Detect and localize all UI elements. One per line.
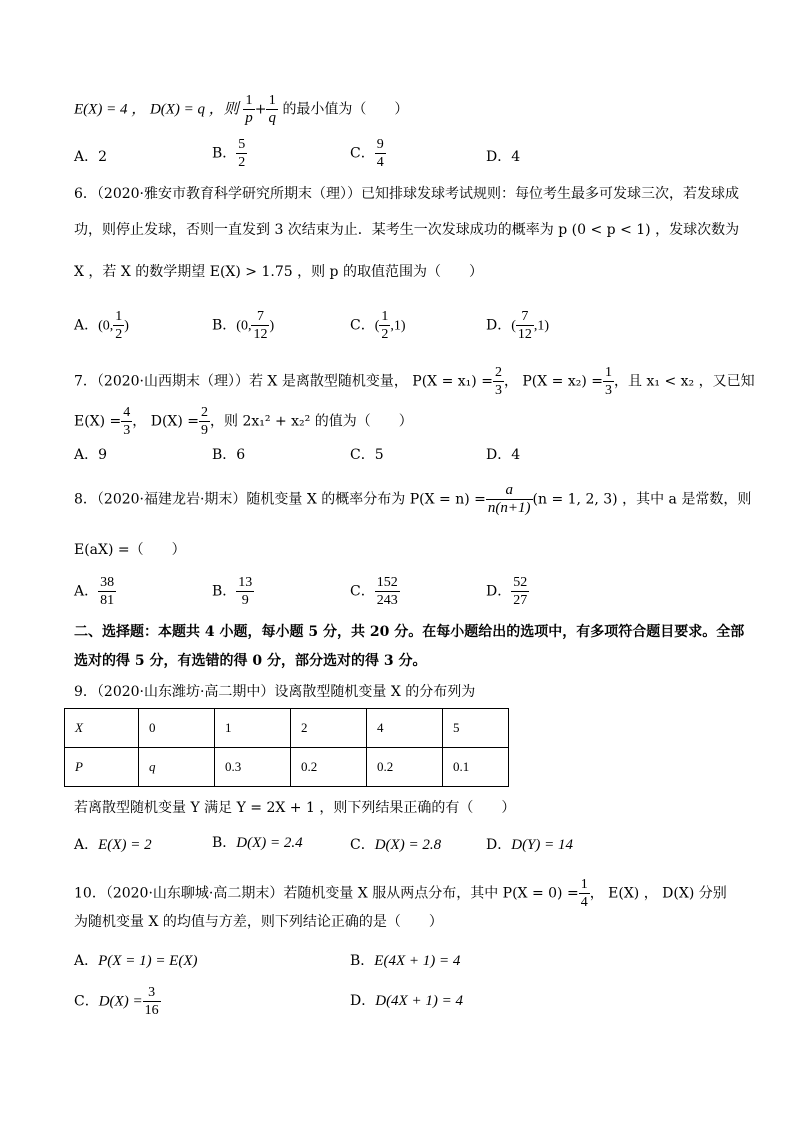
q7-option-d[interactable]: D．4 [486, 447, 521, 463]
q10-option-a[interactable]: A．P(X = 1) = E(X) [74, 953, 198, 969]
q5-option-b[interactable]: B． $\frac{5}{2}$ [212, 137, 246, 170]
q6-line-1: 6．（2020·雅安市教育科学研究所期末（理））已知排球发球考试规则：每位考生最多可发球三次，若发球成 [74, 186, 739, 202]
q10-line-2: 为随机变量 X 的均值与方差，则下列结论正确的是（ ） [74, 914, 443, 930]
q8-line-2: E(aX) =（ ） [74, 542, 186, 558]
q6-line-3: X ，若 X 的数学期望 E(X) > 1.75 ，则 p 的取值范围为（ ） [74, 264, 483, 280]
q6-option-d[interactable]: D．( $\frac{7}{12}$ ,1) [486, 309, 550, 342]
q8-line-1: 8．（2020·福建龙岩·期末）随机变量 X 的概率分布为 P(X = n) = $\frac{a}{n(n+1)}$ (n = 1, 2, 3) ，其中 a 是常数，则 [74, 482, 752, 516]
q5-stem: E(X) = 4 ， D(X) = q ，则 $\frac{1}{p}$ + $\frac{1}{q}$ 的最小值为（ ） [74, 93, 409, 126]
q10-option-d[interactable]: D．D(4X + 1) = 4 [350, 993, 463, 1009]
table-row: P q 0.3 0.2 0.2 0.1 [65, 748, 509, 787]
q5-option-c[interactable]: C． $\frac{9}{4}$ [350, 137, 384, 170]
q8-option-b[interactable]: B． $\frac{13}{9}$ [212, 575, 253, 608]
q5-option-d[interactable]: D．4 [486, 149, 521, 165]
q6-option-a[interactable]: A．(0, $\frac{1}{2}$ ) [74, 309, 129, 342]
q10-option-c[interactable]: C．D(X) = $\frac{3}{16}$ [74, 985, 159, 1018]
table-row: X 0 1 2 4 5 [65, 709, 509, 748]
q9-option-a[interactable]: A．E(X) = 2 [74, 837, 152, 853]
q5-option-a[interactable]: A．2 [74, 149, 108, 165]
section-2-heading-cont: 选对的得 5 分，有选错的得 0 分，部分选对的得 3 分。 [74, 653, 427, 669]
q5-frac-1-over-p: $\frac{1}{p}$ [245, 93, 253, 126]
q7-option-c[interactable]: C．5 [350, 447, 384, 463]
q6-option-b[interactable]: B．(0, $\frac{7}{12}$ ) [212, 309, 275, 342]
q7-option-a[interactable]: A．9 [74, 447, 108, 463]
q9-option-b[interactable]: B．D(X) = 2.4 [212, 835, 303, 851]
q9-option-d[interactable]: D．D(Y) = 14 [486, 837, 574, 853]
q7-option-b[interactable]: B．6 [212, 447, 246, 463]
q8-option-d[interactable]: D． $\frac{52}{27}$ [486, 575, 528, 608]
q9-stem: 9．（2020·山东潍坊·高二期中）设离散型随机变量 X 的分布列为 [74, 684, 476, 700]
q10-option-b[interactable]: B．E(4X + 1) = 4 [350, 953, 461, 969]
q7-line-2: E(X) = $\frac{4}{3}$ ， D(X) = $\frac{2}{9}$ ，则 2x₁² + x₂² 的值为（ ） [74, 405, 413, 438]
q6-option-c[interactable]: C．( $\frac{1}{2}$ ,1) [350, 309, 406, 342]
q8-option-c[interactable]: C． $\frac{152}{243}$ [350, 575, 398, 608]
q5-frac-1-over-q: $\frac{1}{q}$ [268, 93, 276, 126]
q9-after: 若离散型随机变量 Y 满足 Y = 2X + 1 ，则下列结果正确的有（ ） [74, 800, 516, 816]
q8-option-a[interactable]: A． $\frac{38}{81}$ [74, 575, 115, 608]
section-2-heading: 二、选择题：本题共 4 小题，每小题 5 分，共 20 分。在每小题给出的选项中，有多项符合题目要求。全部 [74, 624, 745, 640]
q10-line-1: 10．（2020·山东聊城·高二期末）若随机变量 X 服从两点分布，其中 P(X = 0) = $\frac{1}{4}$ ， E(X) ， D(X) 分别 [74, 877, 727, 910]
q9-distribution-table [64, 708, 509, 787]
q9-option-c[interactable]: C．D(X) = 2.8 [350, 837, 442, 853]
q6-line-2: 功，则停止发球，否则一直发到 3 次结束为止．某考生一次发球成功的概率为 p (0 < p < 1) ，发球次数为 [74, 222, 740, 238]
q7-line-1: 7．（2020·山西期末（理））若 X 是离散型随机变量， P(X = x₁) = $\frac{2}{3}$ ， P(X = x₂) = $\frac{1}{3}$ ，且 x₁ < x₂ ，又已知 [74, 365, 755, 398]
